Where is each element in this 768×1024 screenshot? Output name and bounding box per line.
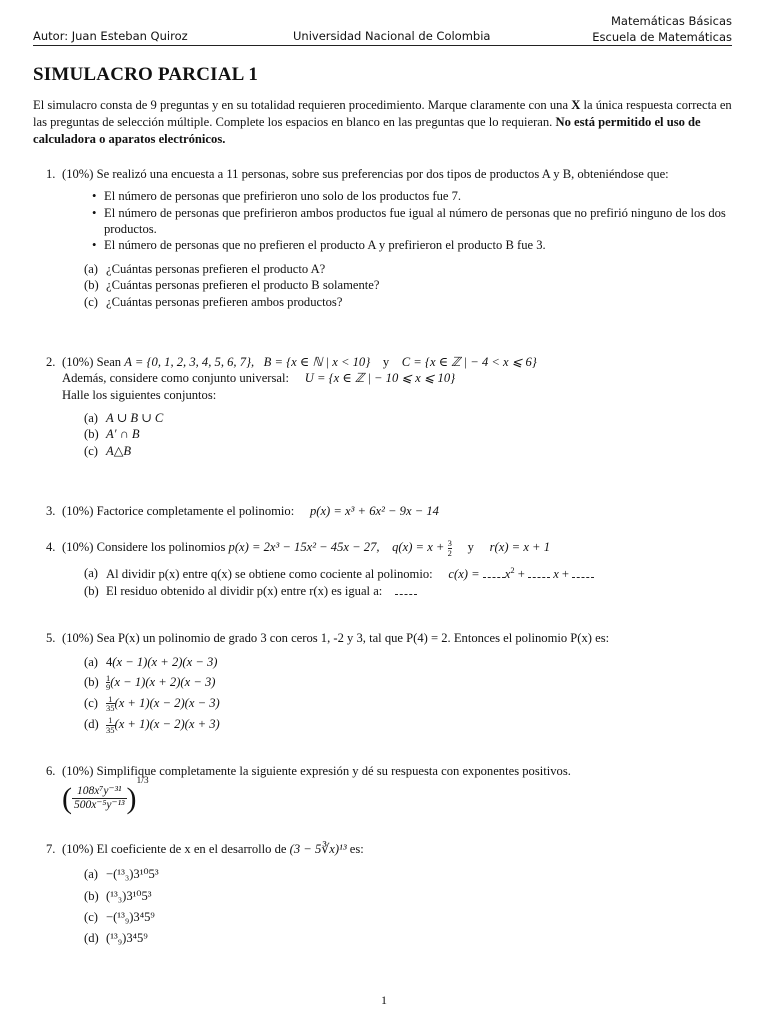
set-a: A = {0, 1, 2, 3, 4, 5, 6, 7}, xyxy=(124,355,255,369)
fraction-denominator: 35 xyxy=(106,724,115,735)
header-divider xyxy=(33,45,732,46)
polynomial-q: q(x) = x + xyxy=(392,540,448,554)
option-expression: (x − 1)(x + 2)(x − 3) xyxy=(112,655,218,670)
answer-blank[interactable] xyxy=(483,568,505,578)
sub-label: (b) xyxy=(84,427,99,442)
fraction-denominator: 9 xyxy=(106,682,111,693)
option-expression: −(¹³₉)3⁴5⁹ xyxy=(106,910,155,925)
conjunction: y xyxy=(382,355,390,369)
option-expression: (x + 1)(x − 2)(x + 3) xyxy=(114,716,220,731)
question-2 xyxy=(46,354,736,459)
bullet-item: • El número de personas que prefirieron uno solo de los productos fue 7. xyxy=(92,188,736,204)
sub-item: (a) Al dividir p(x) entre q(x) se obtiene como cociente al polinomio: $c(x) = x^2 + x$ + xyxy=(84,565,736,583)
option-a[interactable] xyxy=(84,654,736,670)
set-c: C = {x ∈ ℤ | − 4 < x ⩽ 6} xyxy=(401,355,537,369)
conjunction: y xyxy=(467,540,474,554)
sub-item xyxy=(84,583,736,599)
sub-label: (a) xyxy=(84,411,98,426)
sub-label: (b) xyxy=(84,674,99,689)
question-1 xyxy=(46,166,736,310)
question-number: 7. xyxy=(46,842,56,856)
instructions xyxy=(33,97,735,148)
sub-item xyxy=(84,261,736,277)
instructions-part2: la única respuesta correcta en las preguntas de selección múltiple. Complete los espacios en blanco en las preguntas que lo requieran. xyxy=(33,98,732,129)
question-text: (10%) Simplifique completamente la siguiente expresión y dé su respuesta con exponentes positivos. xyxy=(62,764,571,778)
instructions-mark: X xyxy=(571,98,581,112)
bullet-list xyxy=(92,188,736,253)
polynomial: p(x) = x³ + 6x² − 9x − 14 xyxy=(309,504,439,518)
question-number: 6. xyxy=(46,764,56,778)
sub-text: A△B xyxy=(106,443,132,458)
bullet-item: • El número de personas que no prefieren el producto A y prefirieron el producto B fue 3. xyxy=(92,237,736,253)
sub-text: A′ ∩ B xyxy=(106,427,140,442)
right-paren: ) xyxy=(126,782,137,816)
fraction-denominator: 2 xyxy=(447,547,452,558)
option-c[interactable] xyxy=(84,909,736,925)
fraction xyxy=(448,539,452,557)
question-text: Halle los siguientes conjuntos: xyxy=(62,387,217,402)
sub-label: (a) xyxy=(84,655,98,670)
sub-text: ¿Cuántas personas prefieren el producto B solamente? xyxy=(106,278,380,293)
option-c[interactable] xyxy=(84,695,736,713)
sub-item xyxy=(84,443,736,459)
sub-label: (b) xyxy=(84,278,99,293)
option-expression: (x + 1)(x − 2)(x − 3) xyxy=(114,695,220,710)
question-number: 1. xyxy=(46,167,56,181)
set-u: U = {x ∈ ℤ | − 10 ⩽ x ⩽ 10} xyxy=(304,371,456,386)
q2-universal-label: Además, considere como conjunto universal: xyxy=(62,371,289,386)
answer-blank[interactable] xyxy=(572,568,594,578)
answer-blank[interactable] xyxy=(528,568,550,578)
page-title: SIMULACRO PARCIAL 1 xyxy=(33,64,259,85)
sub-text: ¿Cuántas personas prefieren el producto A? xyxy=(106,261,326,276)
option-d[interactable] xyxy=(84,930,736,946)
header-university: Universidad Nacional de Colombia xyxy=(293,29,491,43)
fraction xyxy=(106,695,115,713)
left-paren: ( xyxy=(62,782,72,816)
question-3 xyxy=(46,503,736,519)
sub-text: A ∪ B ∪ C xyxy=(106,411,164,426)
fraction-numerator: 1 xyxy=(108,693,113,704)
sub-label: (c) xyxy=(84,294,98,309)
sub-label: (b) xyxy=(84,583,99,598)
quotient-lhs: c(x) = xyxy=(448,567,480,582)
sub-text: Al dividir p(x) entre q(x) se obtiene como cociente al polinomio: xyxy=(106,567,433,582)
instructions-warning: No está permitido el uso de calculadora o aparatos electrónicos. xyxy=(33,114,701,146)
question-text: (10%) Se realizó una encuesta a 11 personas, sobre sus preferencias por dos tipos de productos A y B, obteniéndose que: xyxy=(62,167,669,181)
option-a[interactable] xyxy=(84,866,736,882)
sub-label: (d) xyxy=(84,716,99,731)
fraction-denominator: 35 xyxy=(106,703,115,714)
sub-label: (a) xyxy=(84,867,98,882)
header-course-block xyxy=(592,14,732,45)
polynomial-p: p(x) = 2x³ − 15x² − 45x − 27, xyxy=(228,540,380,554)
sub-item xyxy=(84,277,736,293)
fraction-denominator: 500x⁻⁵y⁻¹³ xyxy=(74,799,125,812)
fraction-numerator: 3 xyxy=(447,538,452,549)
polynomial-r: r(x) = x + 1 xyxy=(489,540,550,554)
sub-label: (c) xyxy=(84,910,98,925)
fraction-numerator: 108x⁷y⁻³¹ xyxy=(77,785,122,798)
sub-label: (a) xyxy=(84,261,98,276)
binomial-expression: (3 − 5∛x)¹³ xyxy=(289,842,347,856)
fraction xyxy=(106,716,115,734)
question-text xyxy=(62,370,736,386)
instructions-part1: El simulacro consta de 9 preguntas y en su totalidad requieren procedimiento. Marque claramente con una xyxy=(33,98,572,112)
sub-item xyxy=(84,426,736,442)
sub-item xyxy=(84,410,736,426)
sub-label: (b) xyxy=(84,888,99,903)
question-number: 3. xyxy=(46,504,56,518)
outer-exponent: 1/3 xyxy=(136,775,149,786)
sub-label: (a) xyxy=(84,566,98,581)
sub-label: (c) xyxy=(84,695,98,710)
question-5 xyxy=(46,630,736,734)
sub-label: (c) xyxy=(84,443,98,458)
question-text xyxy=(62,354,736,370)
sub-item xyxy=(84,294,736,310)
question-text: (10%) Sea P(x) un polinomio de grado 3 con ceros 1, -2 y 3, tal que P(4) = 2. Entonces el polinomio P(x) es: xyxy=(62,631,610,645)
question-number: 4. xyxy=(46,540,56,554)
sub-text: El residuo obtenido al dividir p(x) entre r(x) es igual a: xyxy=(106,583,383,598)
question-7 xyxy=(46,841,736,947)
option-b[interactable] xyxy=(84,888,736,904)
header-author: Autor: Juan Esteban Quiroz xyxy=(33,29,188,43)
fraction-numerator: 1 xyxy=(106,672,111,683)
fraction xyxy=(72,785,127,812)
expression xyxy=(62,775,736,818)
option-expression: (¹³₉)3⁴5⁹ xyxy=(106,931,148,946)
sub-text: ¿Cuántas personas prefieren ambos productos? xyxy=(106,294,343,309)
q7-tail: es: xyxy=(349,842,364,856)
set-b: B = {x ∈ ℕ | x < 10} xyxy=(263,355,371,369)
question-text: (10%) Factorice completamente el polinomio: xyxy=(62,504,295,518)
question-4 xyxy=(46,539,736,599)
question-number: 2. xyxy=(46,355,56,369)
page-number: 1 xyxy=(381,993,387,1007)
header-course: Matemáticas Básicas xyxy=(610,14,732,28)
header-school: Escuela de Matemáticas xyxy=(592,29,732,44)
bullet-item: • El número de personas que prefirieron ambos productos fue igual al número de personas que no prefirió ninguno de los dos productos. xyxy=(92,205,736,238)
question-text xyxy=(62,539,736,557)
option-expression: (¹³₃)3¹⁰5³ xyxy=(106,888,152,903)
question-text xyxy=(62,841,736,857)
option-coefficient: 4 xyxy=(106,655,113,670)
answer-blank[interactable] xyxy=(395,585,417,595)
question-number: 5. xyxy=(46,631,56,645)
option-expression: (x − 1)(x + 2)(x − 3) xyxy=(110,674,216,689)
sub-label: (d) xyxy=(84,931,99,946)
fraction-numerator: 1 xyxy=(108,715,113,726)
question-6 xyxy=(46,763,736,818)
option-b[interactable] xyxy=(84,674,736,692)
option-expression: −(¹³₃)3¹⁰5³ xyxy=(106,867,159,882)
q7-intro: (10%) El coeficiente de x en el desarrollo de xyxy=(62,842,287,856)
q4-intro: (10%) Considere los polinomios xyxy=(62,540,226,554)
q2-intro: (10%) Sean xyxy=(62,355,122,369)
option-d[interactable] xyxy=(84,716,736,734)
